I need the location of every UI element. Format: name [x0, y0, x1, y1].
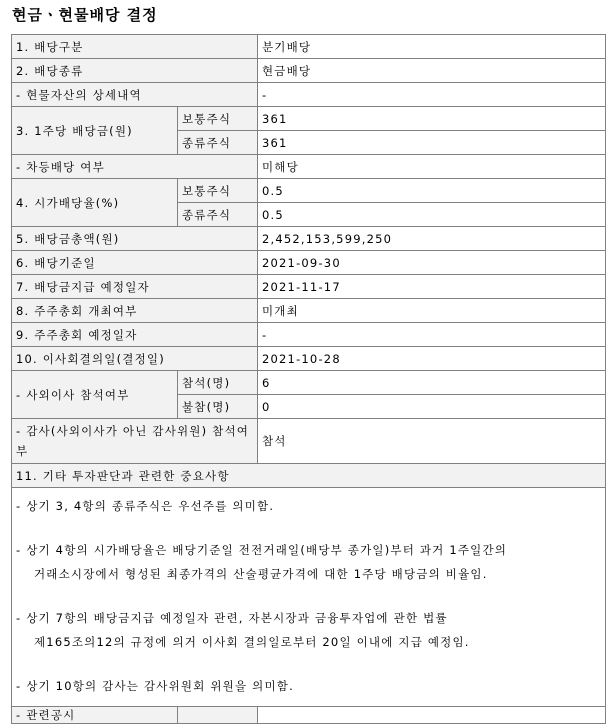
sub-label: 종류주식 [178, 131, 258, 155]
table-row [12, 419, 606, 464]
table-row [12, 107, 606, 131]
note-text: - 상기 7항의 배당금지급 예정일자 관련, 자본시장과 금융투자업에 관한 법률 [16, 611, 448, 625]
row-label: - 관련공시 [12, 707, 178, 724]
dividend-table [11, 34, 606, 724]
sub-label: 불참(명) [178, 395, 258, 419]
row-label: - 차등배당 여부 [12, 155, 258, 179]
table-row [12, 83, 606, 107]
note-text: - 상기 4항의 시가배당율은 배당기준일 전전거래일(배당부 종가일)부터 과거 1주일간의 [16, 543, 508, 557]
row-label: - 사외이사 참석여부 [12, 371, 178, 419]
row-value: 참석 [258, 419, 606, 464]
table-row [12, 251, 606, 275]
row-label: - 현물자산의 상세내역 [12, 83, 258, 107]
row-label: 4. 시가배당율(%) [12, 179, 178, 227]
sub-label: 종류주식 [178, 203, 258, 227]
row-label: - 감사(사외이사가 아닌 감사위원) 참석여부 [12, 419, 258, 464]
row-label: 7. 배당금지급 예정일자 [12, 275, 258, 299]
row-value: 분기배당 [258, 35, 606, 59]
row-value: 미해당 [258, 155, 606, 179]
row-value: 0 [258, 395, 606, 419]
table-row [12, 323, 606, 347]
table-row [12, 275, 606, 299]
row-value: 현금배당 [258, 59, 606, 83]
table-row [12, 299, 606, 323]
table-row [12, 371, 606, 395]
sub-label: 보통주식 [178, 179, 258, 203]
table-row [12, 59, 606, 83]
note-text: 제165조의12의 규정에 의거 이사회 결의일로부터 20일 이내에 지급 예정임. [34, 635, 470, 649]
row-value: - [258, 323, 606, 347]
row-label: 1. 배당구분 [12, 35, 258, 59]
note-text: 거래소시장에서 형성된 최종가격의 산술평균가격에 대한 1주당 배당금의 비율임. [34, 567, 488, 581]
row-value: 2021-09-30 [258, 251, 606, 275]
row-value: 0.5 [258, 179, 606, 203]
table-row [12, 464, 606, 488]
table-row [12, 35, 606, 59]
row-value: 6 [258, 371, 606, 395]
row-label: 3. 1주당 배당금(원) [12, 107, 178, 155]
notes-cell [12, 488, 606, 707]
sub-label: 참석(명) [178, 371, 258, 395]
table-row [12, 179, 606, 203]
table-row [12, 488, 606, 707]
row-label: 2. 배당종류 [12, 59, 258, 83]
table-row [12, 227, 606, 251]
row-value: 2021-10-28 [258, 347, 606, 371]
row-label: 5. 배당금총액(원) [12, 227, 258, 251]
row-value: 2021-11-17 [258, 275, 606, 299]
note-text: - 상기 10항의 감사는 감사위원회 위원을 의미함. [16, 679, 294, 693]
row-value: 2,452,153,599,250 [258, 227, 606, 251]
row-label: 9. 주주총회 예정일자 [12, 323, 258, 347]
row-label: 8. 주주총회 개최여부 [12, 299, 258, 323]
row-label: 11. 기타 투자판단과 관련한 중요사항 [12, 464, 606, 488]
row-label: 6. 배당기준일 [12, 251, 258, 275]
sub-label: 보통주식 [178, 107, 258, 131]
row-value: 미개최 [258, 299, 606, 323]
table-row [12, 347, 606, 371]
table-row [12, 707, 606, 724]
page-title: 현금ㆍ현물배당 결정 [12, 6, 158, 24]
row-value: 361 [258, 107, 606, 131]
note-text: - 상기 3, 4항의 종류주식은 우선주를 의미함. [16, 499, 275, 513]
row-value: 0.5 [258, 203, 606, 227]
row-value: 361 [258, 131, 606, 155]
row-value: - [258, 83, 606, 107]
table-row [12, 155, 606, 179]
row-label: 10. 이사회결의일(결정일) [12, 347, 258, 371]
